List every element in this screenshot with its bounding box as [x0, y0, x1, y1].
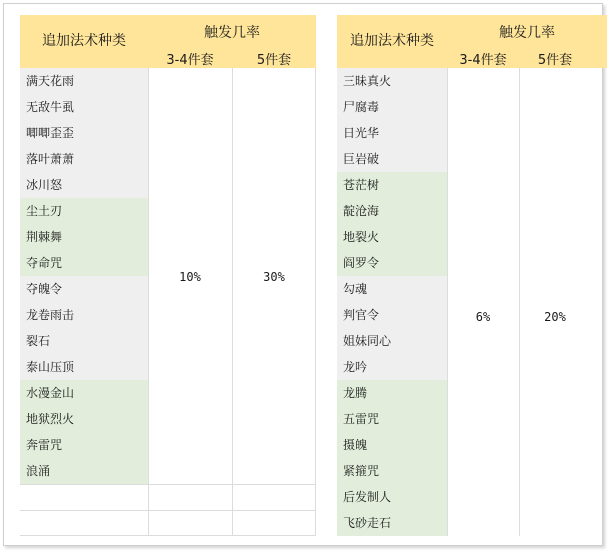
left-table-header	[20, 15, 316, 68]
right-category-header: 追加法术种类	[350, 33, 434, 49]
left-sub-header-3-4: 3-4件套	[166, 53, 214, 68]
left-row-name: 冰川怒	[20, 172, 148, 198]
right-row-name: 地裂火	[337, 224, 447, 250]
right-divider-1	[447, 68, 448, 536]
right-sub-header-5: 5件套	[537, 53, 573, 68]
left-row-name: 龙卷雨击	[20, 302, 148, 328]
right-row-name: 苍茫树	[337, 172, 447, 198]
left-row-name	[20, 510, 148, 536]
right-row-name: 摄魄	[337, 432, 447, 458]
left-row-name: 浪涌	[20, 458, 148, 484]
left-row-name: 地狱烈火	[20, 406, 148, 432]
right-rate-3-4: 6%	[475, 310, 491, 324]
right-divider-2	[519, 68, 520, 536]
left-category-header: 追加法术种类	[42, 33, 126, 49]
right-row-name: 姐妹同心	[337, 328, 447, 354]
left-row-name: 无敌牛虱	[20, 94, 148, 120]
left-hline-1	[20, 484, 316, 485]
left-row-name: 落叶萧萧	[20, 146, 148, 172]
right-rate-5: 20%	[544, 310, 566, 324]
left-row-name: 唧唧歪歪	[20, 120, 148, 146]
left-row-name	[20, 484, 148, 510]
left-divider-2	[232, 68, 233, 536]
left-rate-5: 30%	[263, 270, 285, 284]
right-row-name: 判官令	[337, 302, 447, 328]
right-sub-header-3-4: 3-4件套	[459, 53, 507, 68]
left-row-name: 奔雷咒	[20, 432, 148, 458]
right-row-name: 五雷咒	[337, 406, 447, 432]
right-table-header	[337, 15, 607, 68]
right-row-name: 尸腐毒	[337, 94, 447, 120]
left-sub-header-5: 5件套	[256, 53, 292, 68]
left-row-name: 夺命咒	[20, 250, 148, 276]
left-row-name: 荆棘舞	[20, 224, 148, 250]
left-name-column	[20, 68, 148, 536]
right-row-name: 阎罗令	[337, 250, 447, 276]
right-table-body	[337, 68, 607, 536]
right-row-name: 勾魂	[337, 276, 447, 302]
right-trigger-header: 触发几率	[499, 25, 555, 41]
left-divider-3	[315, 68, 316, 536]
left-hline-2	[20, 510, 316, 511]
left-row-name: 裂石	[20, 328, 148, 354]
right-name-column	[337, 68, 447, 536]
right-row-name: 三昧真火	[337, 68, 447, 94]
left-row-name: 尘土刃	[20, 198, 148, 224]
left-trigger-header: 触发几率	[204, 25, 260, 41]
right-row-name: 日光华	[337, 120, 447, 146]
right-row-name: 靛沧海	[337, 198, 447, 224]
right-row-name: 龙腾	[337, 380, 447, 406]
left-table	[20, 15, 316, 478]
left-rate-3-4: 10%	[179, 270, 201, 284]
right-row-name: 紧箍咒	[337, 458, 447, 484]
right-row-name: 龙吟	[337, 354, 447, 380]
left-table-body	[20, 68, 316, 536]
left-row-name: 水漫金山	[20, 380, 148, 406]
left-row-name: 泰山压顶	[20, 354, 148, 380]
left-row-name: 满天花雨	[20, 68, 148, 94]
right-row-name: 飞砂走石	[337, 510, 447, 536]
left-row-name: 夺魄令	[20, 276, 148, 302]
right-row-name: 巨岩破	[337, 146, 447, 172]
right-table	[337, 15, 607, 530]
left-hline-3	[20, 535, 316, 536]
left-divider-1	[148, 68, 149, 536]
right-row-name: 后发制人	[337, 484, 447, 510]
